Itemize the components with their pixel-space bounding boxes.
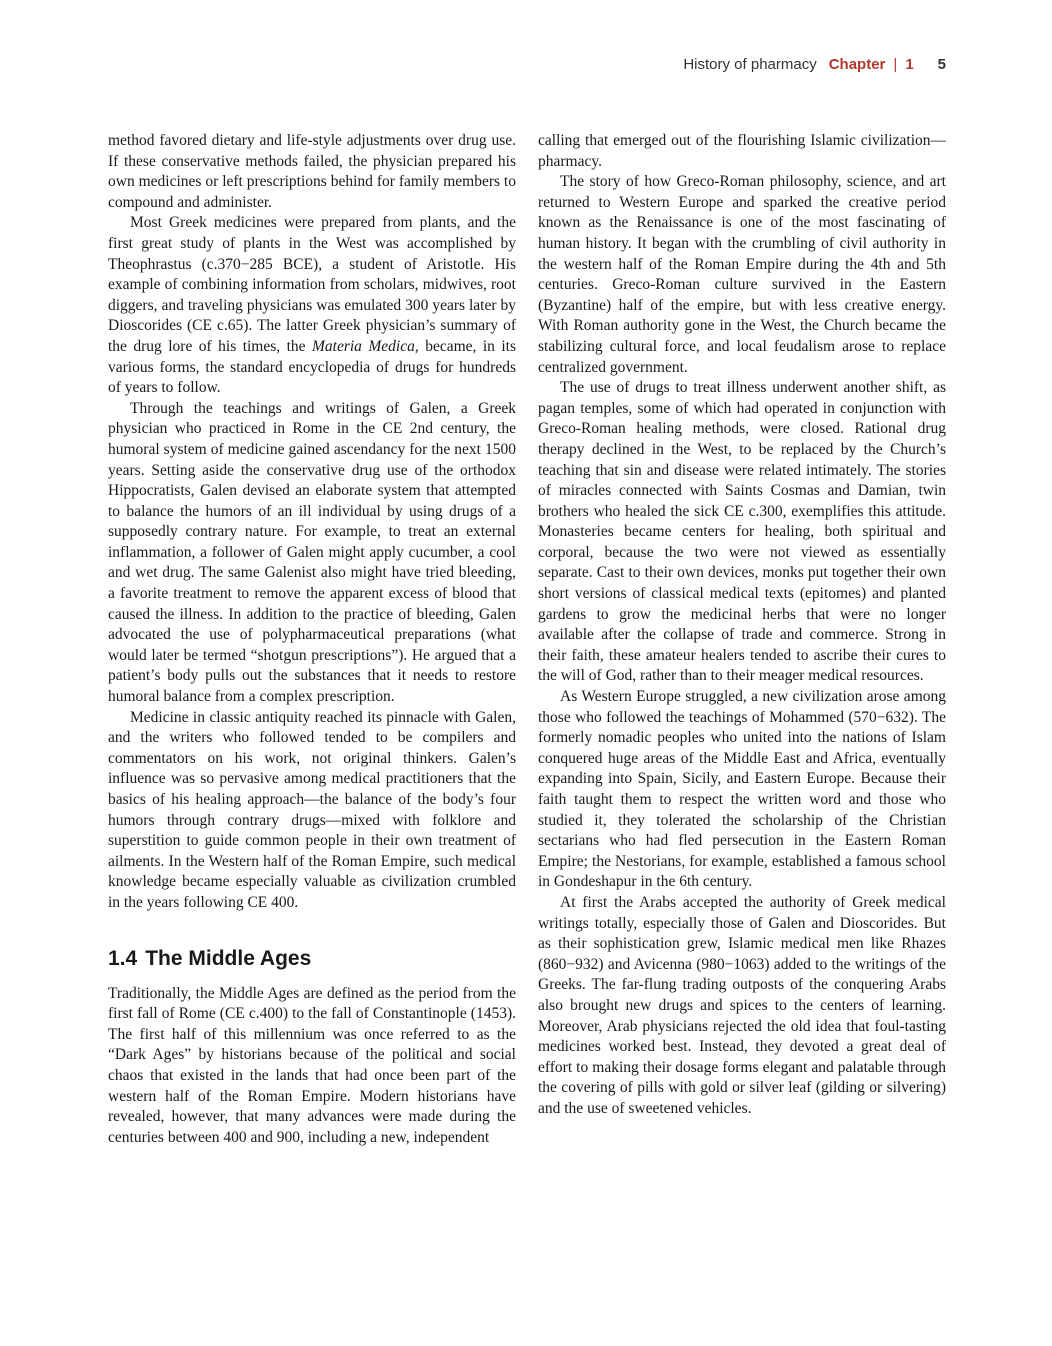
chapter-label: Chapter — [828, 56, 886, 73]
section-heading — [108, 946, 516, 972]
paragraph: calling that emerged out of the flourishing Islamic civilization—pharmacy. — [538, 132, 946, 170]
paragraph: As Western Europe struggled, a new civilization arose among those who followed the teachings of Mohammed (570−632). The formerly nomadic peoples who united into the nations of Islam conquered huge areas of the Middle East and Africa, eventually expanding into Spain, Sicily, and Eastern Europe. Because their faith taught them to respect the written word and those who studied it, they tolerated the scholarship of the Christian sectarians who had fled persecution in the Eastern Roman Empire; the Nestorians, for example, established a famous school in Gondeshapur in the 6th century. — [538, 688, 946, 891]
paragraph: method favored dietary and life-style adjustments over drug use. If these conservative methods failed, the physician prepared his own medicines or left prescriptions behind for family members to compound and administer. — [108, 132, 516, 211]
italic-title: Materia Medica — [312, 337, 415, 355]
left-column — [108, 131, 516, 1148]
section-number: 1.4 — [108, 946, 138, 970]
header-separator: | — [893, 56, 898, 73]
running-title: History of pharmacy — [683, 56, 817, 73]
paragraph: Traditionally, the Middle Ages are defined as the period from the first fall of Rome (CE c.400) to the fall of Constantinople (1453). The first half of this millennium was once referred to as the “Dark Ages” by historians because of the political and social chaos that existed in the lands that had once been part of the western half of the Roman Empire. Modern historians have revealed, however, that many advances were made during the centuries between 400 and 900, including a new, independent — [108, 984, 516, 1146]
paragraph: At first the Arabs accepted the authority of Greek medical writings totally, especially those of Galen and Dioscorides. But as their sophistication grew, Islamic medical men like Rhazes (860−932) and Avicenna (980−1063) added to the writings of the Greeks. The far-flung trading outposts of the conquering Arabs also brought new drugs and spices to the centers of learning. Moreover, Arab physicians rejected the old idea that foul-tasting medicines worked best. Instead, they devoted a great deal of effort to making their dosage forms elegant and palatable through the covering of pills with gold or silver leaf (gilding or silvering) and the use of sweetened vehicles. — [538, 893, 946, 1117]
running-header — [683, 56, 946, 73]
paragraph: Through the teachings and writings of Galen, a Greek physician who practiced in Rome in the CE 2nd century, the humoral system of medicine gained ascendancy for the next 1500 years. Setting aside the conservative drug use of the orthodox Hippocratists, Galen devised an elaborate system that attempted to balance the humors of an ill individual by using drugs of a supposedly contrary nature. For example, to treat an external inflammation, a follower of Galen might apply cucumber, a cool and wet drug. The same Galenist also might have tried bleeding, a favorite treatment to remove the apparent excess of blood that caused the illness. In addition to the practice of bleeding, Galen advocated the use of polypharmaceutical preparations (what would later be termed “shotgun prescriptions”). He argued that a patient’s body pulls out the substances that it needs to restore humoral balance from a complex prescription. — [108, 399, 516, 706]
paragraph: The story of how Greco-Roman philosophy, science, and art returned to Western Europe and sparked the creative period known as the Renaissance is one of the most fascinating of human history. It began with the crumbling of civil authority in the western half of the Roman Empire during the 4th and 5th centuries. Greco-Roman culture survived in the Eastern (Byzantine) half of the empire, but with less creative energy. With Roman authority gone in the West, the Church became the stabilizing cultural force, and local feudalism arose to replace centralized government. — [538, 173, 946, 376]
chapter-number: 1 — [905, 56, 914, 73]
page-number: 5 — [937, 56, 946, 73]
right-column — [538, 131, 946, 1120]
paragraph: Medicine in classic antiquity reached its pinnacle with Galen, and the writers who followed tended to be compilers and commentators on his work, not original thinkers. Galen’s influence was so pervasive among medical practitioners that the basics of his healing approach—the balance of the body’s four humors through contrary drugs—mixed with folklore and superstition to guide common people in their own treatment of ailments. In the Western half of the Roman Empire, such medical knowledge became especially valuable as civilization crumbled in the years following CE 400. — [108, 708, 516, 911]
paragraph: Most Greek medicines were prepared from plants, and the first great study of plants in the West was accomplished by Theophrastus (c.370−285 BCE), a student of Aristotle. His example of combining information from scholars, midwives, root diggers, and traveling physicians was emulated 300 years later by Dioscorides (CE c.65). The latter Greek physician’s summary of the drug lore of his times, the Materia Medica, became, in its various forms, the standard encyclopedia of drugs for hundreds of years to follow. — [108, 214, 517, 397]
paragraph: The use of drugs to treat illness underwent another shift, as pagan temples, some of which had operated in conjunction with Greco-Roman healing methods, were closed. Rational drug therapy declined in the West, to be replaced by the Church’s teaching that sin and disease were related intimately. The stories of miracles connected with Saints Cosmas and Damian, twin brothers who healed the sick CE c.300, exemplifies this attitude. Monasteries became centers for healing, both spiritual and corporal, because the two were not viewed as essentially separate. Cast to their own devices, monks put together their own short versions of classical medical texts (epitomes) and planted gardens to grow the medicinal herbs that were no longer available after the collapse of trade and commerce. Strong in their faith, these amateur healers tended to ascribe their cures to the will of God, rather than to their meager medical resources. — [538, 379, 946, 685]
section-title: The Middle Ages — [145, 946, 312, 970]
